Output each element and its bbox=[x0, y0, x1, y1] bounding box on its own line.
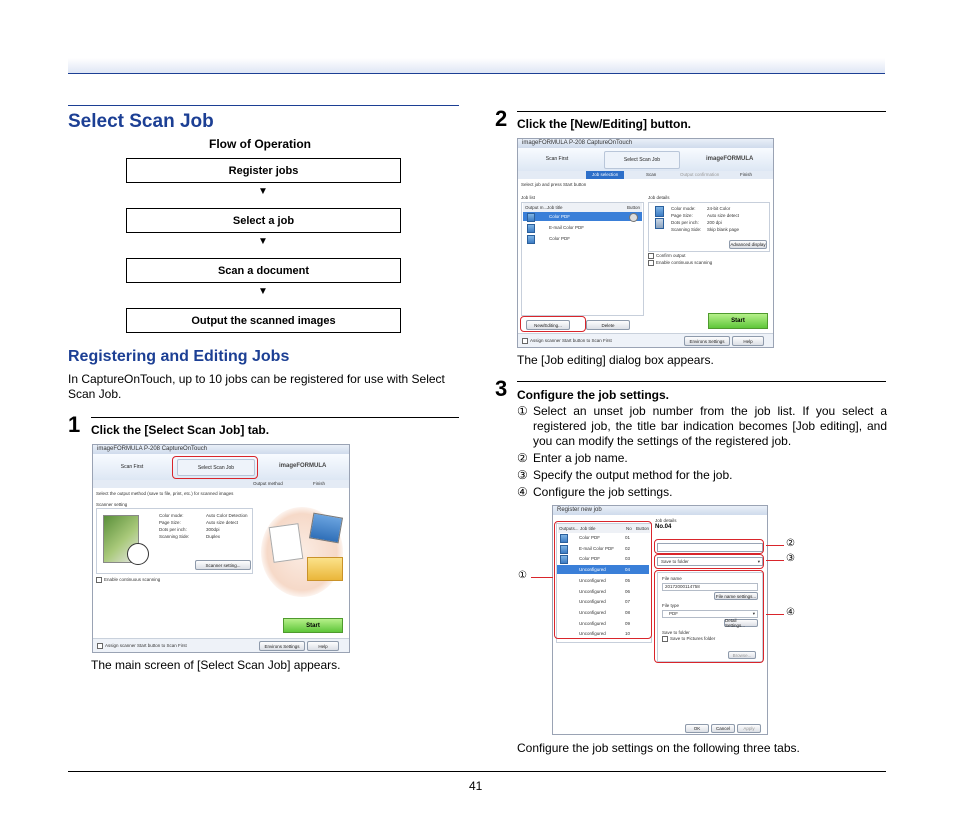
job-title: Unconfigured bbox=[579, 599, 606, 605]
column-header: Outputs... bbox=[559, 526, 579, 531]
setting-label: Dots per inch: bbox=[159, 527, 187, 532]
scanner-setting-panel bbox=[96, 508, 253, 574]
save-to-label: Save to folder bbox=[662, 630, 690, 635]
item-text: Specify the output method for the job. bbox=[533, 468, 733, 482]
file-name-label: File name bbox=[662, 576, 682, 581]
save-to-pictures-label: Save to Pictures folder bbox=[670, 636, 716, 642]
detail-value: 24-bit Color bbox=[707, 206, 731, 211]
progress-step: Finish bbox=[740, 172, 753, 177]
callout-marker-4: ④ bbox=[786, 607, 795, 618]
setting-value: Auto size detect bbox=[206, 520, 239, 525]
job-title: E-mail Color PDF bbox=[549, 225, 585, 230]
step-list bbox=[517, 404, 887, 500]
highlight-select-job-tab bbox=[172, 456, 258, 479]
job-title: Unconfigured bbox=[579, 588, 606, 594]
flow-step-1: Register jobs bbox=[126, 158, 401, 183]
color-mode-icon bbox=[655, 206, 664, 217]
checkbox-icon bbox=[97, 643, 103, 649]
flow-heading: Flow of Operation bbox=[209, 137, 311, 151]
screenshot-register-new-job bbox=[552, 505, 768, 735]
step-caption: Configure the job settings on the following three tabs. bbox=[517, 741, 800, 755]
flow-arrow: ▼ bbox=[258, 236, 268, 247]
setting-value: Auto Color Detection bbox=[206, 513, 248, 518]
job-number: 02 bbox=[625, 545, 631, 551]
tab-select-scan-job[interactable]: Select Scan Job bbox=[177, 459, 255, 476]
confirm-output-label: Confirm output bbox=[656, 253, 686, 259]
progress-step: Finish bbox=[313, 481, 326, 486]
screenshot-main-screen bbox=[92, 444, 350, 653]
detail-value: Auto size detect bbox=[707, 213, 740, 218]
callout-line bbox=[531, 577, 553, 578]
detail-label: Color mode: bbox=[671, 206, 696, 211]
checkbox-icon bbox=[96, 577, 102, 583]
callout-marker-3: ③ bbox=[786, 553, 795, 564]
chevron-down-icon: ▾ bbox=[757, 559, 760, 564]
item-marker: ④ bbox=[517, 485, 528, 499]
continuous-label: Enable continuous scanning bbox=[104, 577, 161, 583]
start-button[interactable]: Start bbox=[708, 313, 768, 329]
instruction-text: Select job and press Start button bbox=[521, 182, 587, 187]
header-bar bbox=[68, 58, 885, 74]
item-marker: ② bbox=[517, 451, 528, 465]
job-title: Color PDF bbox=[549, 214, 571, 219]
column-header: No bbox=[626, 526, 632, 531]
item-text: Configure the job settings. bbox=[533, 485, 673, 499]
window-title: imageFORMULA P-208 CaptureOnTouch bbox=[93, 445, 349, 454]
highlight-job-list bbox=[554, 521, 652, 639]
new-editing-button[interactable]: New/Editing... bbox=[526, 320, 570, 330]
list-item bbox=[517, 404, 887, 449]
list-item bbox=[517, 468, 887, 483]
output-icon bbox=[527, 224, 535, 233]
item-marker: ① bbox=[517, 404, 528, 418]
detail-settings-button[interactable]: Detail Settings... bbox=[724, 619, 758, 627]
job-number: 01 bbox=[625, 535, 631, 540]
advanced-display-button[interactable]: Advanced display bbox=[730, 242, 766, 247]
job-number: 04 bbox=[625, 567, 631, 573]
checkbox-icon bbox=[648, 253, 654, 259]
job-number: 09 bbox=[625, 620, 631, 626]
panel-title: Scanner setting bbox=[96, 502, 128, 507]
delete-button[interactable]: Delete bbox=[586, 320, 630, 330]
flow-arrow: ▼ bbox=[258, 286, 268, 297]
column-header: Job title bbox=[547, 205, 563, 210]
progress-step: Output confirmation bbox=[680, 172, 720, 177]
callout-line bbox=[766, 614, 784, 615]
job-details-label: Job details bbox=[648, 195, 670, 200]
page-title: Select Scan Job bbox=[68, 111, 214, 132]
job-title: Unconfigured bbox=[579, 631, 606, 637]
callout-marker-2: ② bbox=[786, 538, 795, 549]
flow-arrow: ▼ bbox=[258, 186, 268, 197]
tab-scan-first[interactable]: Scan First bbox=[545, 156, 569, 162]
list-item bbox=[517, 451, 887, 466]
browse-button[interactable]: Browse... bbox=[728, 651, 756, 659]
progress-bar bbox=[518, 171, 773, 179]
setting-value: Duplex bbox=[206, 534, 221, 539]
list-item[interactable] bbox=[523, 212, 642, 221]
environs-settings-button[interactable]: Environs Settings bbox=[684, 336, 730, 346]
job-number: 06 bbox=[625, 588, 631, 594]
job-title: Unconfigured bbox=[579, 577, 606, 583]
checkbox-icon bbox=[522, 338, 528, 344]
highlight-job-settings bbox=[654, 570, 764, 663]
footer-bar bbox=[93, 638, 349, 652]
highlight-job-name bbox=[654, 539, 764, 554]
output-icon bbox=[527, 213, 535, 222]
section-heading: Registering and Editing Jobs bbox=[68, 348, 290, 365]
detail-label: Page Size: bbox=[671, 213, 693, 218]
environs-settings-button[interactable]: Environs Settings bbox=[259, 641, 305, 651]
list-item[interactable] bbox=[523, 223, 642, 232]
flow-step-4: Output the scanned images bbox=[126, 308, 401, 333]
detail-value: Skip blank page bbox=[707, 227, 740, 232]
help-button[interactable]: Help bbox=[732, 336, 764, 346]
step-number: 1 bbox=[68, 412, 81, 437]
callout-line bbox=[766, 560, 784, 561]
callout-marker-1: ① bbox=[518, 570, 527, 581]
folder-illustration bbox=[307, 557, 343, 581]
setting-label: Page Size: bbox=[159, 520, 181, 525]
detail-label: Dots per inch: bbox=[671, 220, 699, 225]
job-number: 08 bbox=[625, 609, 631, 615]
continuous-option[interactable] bbox=[648, 260, 712, 266]
step-rule bbox=[91, 417, 459, 418]
job-title: Unconfigured bbox=[579, 567, 606, 573]
column-header: Job title bbox=[580, 526, 596, 531]
footer-assign-label: Assign scanner Start button to Scan First bbox=[530, 338, 612, 344]
tab-scan-first[interactable]: Scan First bbox=[120, 463, 144, 470]
photo-illustration bbox=[309, 513, 343, 544]
scanner-setting-button[interactable]: Scanner setting... bbox=[195, 560, 251, 570]
job-title: Unconfigured bbox=[579, 609, 606, 615]
file-type-value: PDF bbox=[669, 611, 678, 616]
column-header: Output m... bbox=[525, 205, 548, 210]
step-rule bbox=[517, 381, 886, 382]
magnifier-icon bbox=[127, 543, 149, 565]
detail-label: Scanning Side: bbox=[671, 227, 702, 232]
job-title: Color PDF bbox=[579, 535, 601, 540]
help-button[interactable]: Help bbox=[307, 641, 339, 651]
step-number: 3 bbox=[495, 376, 508, 401]
window-title: imageFORMULA P-208 CaptureOnTouch bbox=[518, 139, 773, 148]
file-name-value: 20172000114758 bbox=[665, 584, 700, 589]
item-text: Enter a job name. bbox=[533, 451, 628, 465]
job-details-label: Job details bbox=[655, 518, 677, 523]
page-number: 41 bbox=[469, 779, 483, 793]
column-header: Button bbox=[636, 526, 650, 531]
list-item[interactable] bbox=[523, 234, 642, 243]
job-title: Color PDF bbox=[579, 556, 601, 562]
apply-button[interactable]: Apply bbox=[737, 724, 761, 733]
item-marker: ③ bbox=[517, 468, 528, 482]
checkbox-icon bbox=[648, 260, 654, 266]
intro-text: In CaptureOnTouch, up to 10 jobs can be registered for use with Select Scan Job. bbox=[68, 372, 445, 401]
cancel-button[interactable]: Cancel bbox=[711, 724, 735, 733]
setting-label: Color mode: bbox=[159, 513, 184, 518]
detail-value: 200 dpi bbox=[707, 220, 722, 225]
job-details-panel bbox=[648, 202, 770, 252]
brand-logo: imageFORMULA bbox=[706, 156, 754, 162]
footer-assign[interactable] bbox=[97, 643, 187, 649]
job-number: No.04 bbox=[655, 524, 672, 530]
footer-assign[interactable] bbox=[522, 338, 612, 344]
ok-button[interactable]: OK bbox=[685, 724, 709, 733]
confirm-output-option[interactable] bbox=[648, 253, 686, 259]
footer-bar bbox=[518, 333, 773, 347]
highlight-output-method bbox=[654, 554, 764, 569]
start-button[interactable]: Start bbox=[283, 618, 343, 633]
callout-line bbox=[766, 545, 784, 546]
continuous-option[interactable] bbox=[96, 577, 160, 583]
output-icon bbox=[527, 235, 535, 244]
job-number: 05 bbox=[625, 577, 631, 583]
instruction-text: Select the output method (save to file, print, etc.) for scanned images bbox=[96, 491, 234, 496]
title-rule bbox=[68, 105, 459, 106]
column-header: Button bbox=[627, 205, 641, 210]
step-instruction: Configure the job settings. bbox=[517, 388, 669, 402]
continuous-label: Enable continuous scanning bbox=[656, 260, 713, 266]
step-instruction: Click the [Select Scan Job] tab. bbox=[91, 423, 270, 437]
setting-label: Scanning Side: bbox=[159, 534, 190, 539]
highlight-new-editing-button bbox=[520, 316, 586, 332]
screenshot-job-selection bbox=[517, 138, 774, 348]
footer-rule bbox=[68, 771, 886, 772]
progress-bar bbox=[93, 480, 349, 488]
brand-logo: imageFORMULA bbox=[279, 463, 327, 469]
progress-step-active: Job selection bbox=[586, 171, 624, 179]
tab-strip bbox=[518, 148, 773, 171]
chevron-down-icon: ▾ bbox=[752, 611, 755, 616]
job-number: 10 bbox=[625, 631, 631, 637]
job-number: 07 bbox=[625, 599, 631, 605]
step-caption: The main screen of [Select Scan Job] appears. bbox=[91, 658, 341, 672]
step-instruction: Click the [New/Editing] button. bbox=[517, 117, 691, 131]
step-caption: The [Job editing] dialog box appears. bbox=[517, 353, 714, 367]
step-number: 2 bbox=[495, 106, 508, 131]
job-title: E-mail Color PDF bbox=[579, 545, 615, 551]
tab-select-scan-job[interactable]: Select Scan Job bbox=[604, 151, 680, 169]
job-list bbox=[521, 202, 644, 316]
item-text: Select an unset job number from the job list. If you select a registered job, the title bar indication becomes [Job editing], and you can modify the settings of the registered job. bbox=[533, 404, 887, 448]
setting-value: 300dpi bbox=[206, 527, 220, 532]
flow-step-2: Select a job bbox=[126, 208, 401, 233]
job-number: 03 bbox=[625, 556, 631, 562]
step-rule bbox=[517, 111, 886, 112]
document-illustration bbox=[269, 523, 304, 563]
output-method-value: Save to folder bbox=[661, 559, 689, 564]
progress-step: Scan bbox=[646, 172, 657, 177]
flow-step-3: Scan a document bbox=[126, 258, 401, 283]
progress-step: Output method bbox=[253, 481, 283, 486]
job-title: Color PDF bbox=[549, 236, 571, 241]
button-icon bbox=[629, 213, 638, 222]
list-item bbox=[517, 485, 887, 500]
file-type-label: File type bbox=[662, 603, 680, 608]
job-list-label: Job list bbox=[521, 195, 536, 200]
file-name-settings-button[interactable]: File name settings... bbox=[715, 593, 757, 599]
list-header bbox=[523, 203, 642, 212]
footer-assign-label: Assign scanner Start button to Scan First bbox=[105, 643, 187, 649]
window-title: Register new job bbox=[553, 506, 767, 515]
page-size-icon bbox=[655, 218, 664, 229]
job-title: Unconfigured bbox=[579, 620, 606, 626]
